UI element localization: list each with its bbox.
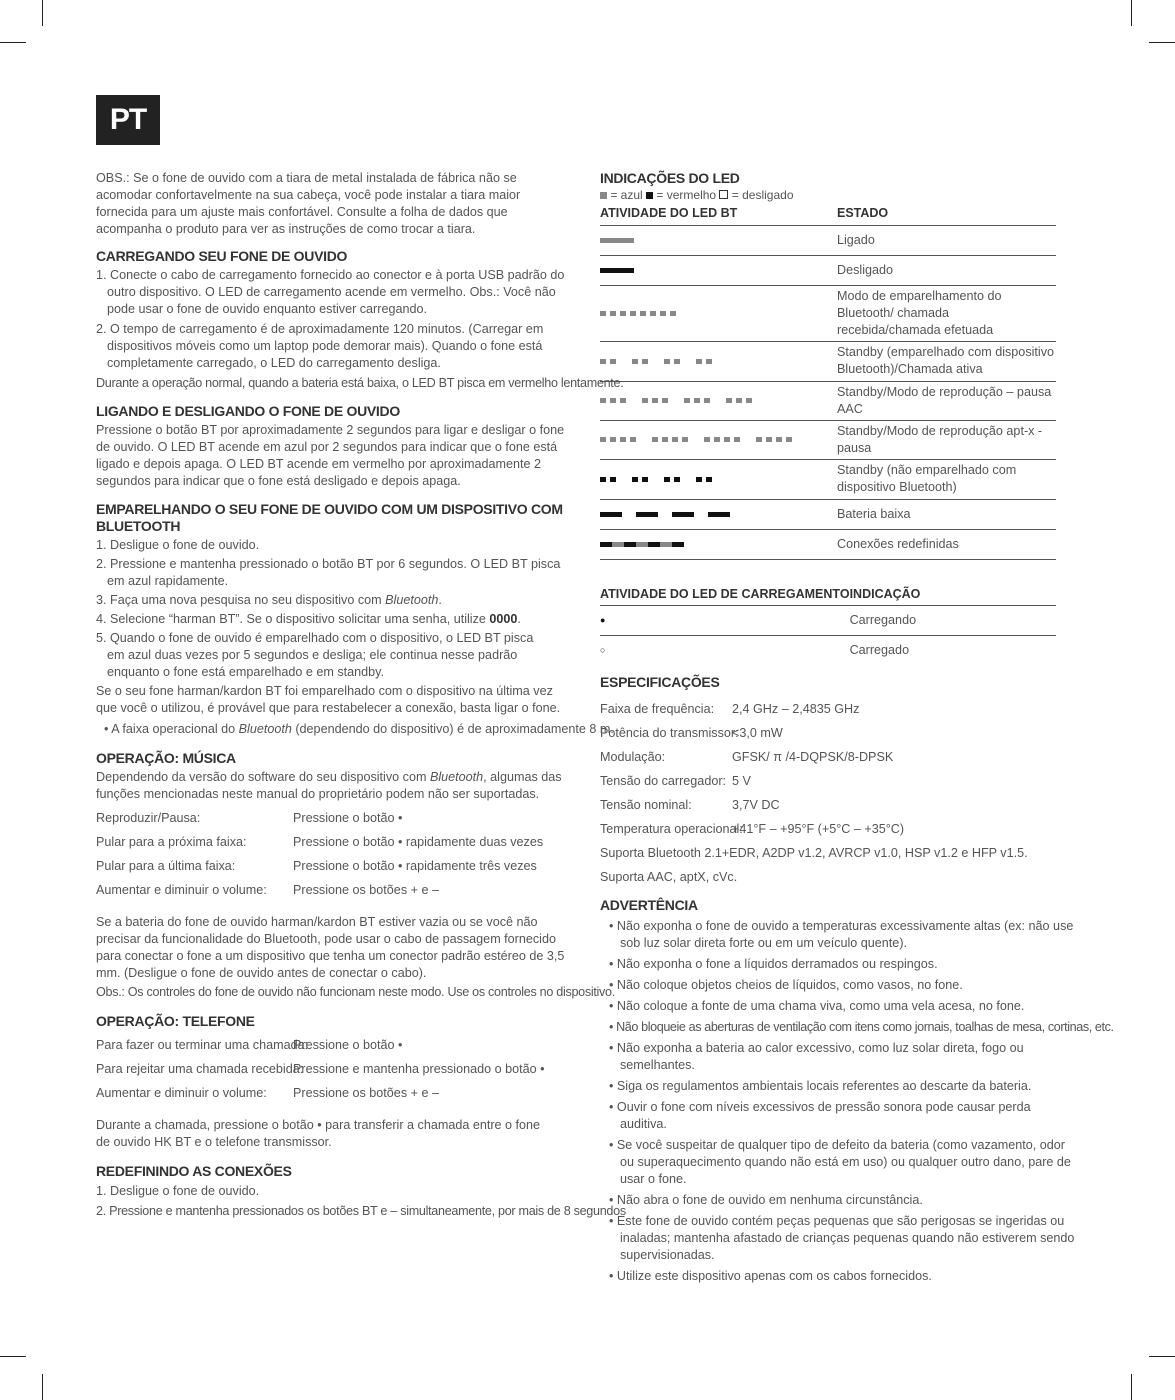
control-label: Aumentar e diminuir o volume: (96, 883, 267, 897)
control-label: Pular para a próxima faixa: (96, 835, 247, 849)
led-blink-mark (632, 477, 638, 482)
led-state: Modo de emparelhamento do Bluetooth/ chamada recebida/chamada efetuada (837, 288, 1002, 337)
led-state: Desligado (837, 262, 894, 277)
control-action: Pressione o botão • (293, 1038, 403, 1052)
led-row (600, 420, 1056, 459)
section-title-charging: CARREGANDO SEU FONE DE OUVIDO (96, 248, 348, 264)
led-row (600, 285, 1056, 341)
led-blink-mark (674, 359, 680, 364)
led-table-header (600, 203, 1056, 225)
pairing-step (96, 611, 574, 628)
spec-label: Modulação: (600, 749, 666, 764)
col-indication: INDICAÇÃO (849, 586, 921, 601)
section-title-reset: REDEFININDO AS CONEXÕES (96, 1163, 292, 1179)
led-blink-mark (612, 542, 624, 547)
charging-state: Carregado (849, 643, 910, 658)
warning-item: • Não exponha a bateria ao calor excessivo, como luz solar direta, fogo ou semelhantes. (609, 1040, 1024, 1072)
control-label: Para fazer ou terminar uma chamada: (96, 1038, 309, 1052)
led-blink-mark (642, 359, 648, 364)
crop-mark (0, 1356, 26, 1357)
led-pattern-alternating (600, 529, 837, 559)
control-action: Pressione o botão • (293, 811, 403, 825)
charging-note: Durante a operação normal, quando a bateria está baixa, o LED BT pisca em vermelho lentamente. (96, 376, 624, 390)
control-row (96, 1033, 574, 1057)
passthrough-note: Obs.: Os controles do fone de ouvido não funcionam neste modo. Use os controles no dispositivo. (96, 985, 615, 999)
crop-mark (42, 1374, 43, 1400)
led-blink-mark (670, 311, 676, 316)
spec-label: Potência do transmissor: (600, 725, 739, 740)
led-blink-mark (708, 512, 730, 517)
warning-list (600, 918, 1114, 1285)
led-blink-mark (630, 311, 636, 316)
led-blink-mark (620, 311, 626, 316)
led-blink-mark (640, 311, 646, 316)
section-title-pairing: EMPARELHANDO O SEU FONE DE OUVIDO COM UM DISPOSITIVO COM BLUETOOTH (96, 501, 563, 534)
led-row (600, 255, 1056, 285)
control-row (96, 830, 574, 854)
pairing-step3-text: 3. Faça uma nova pesquisa no seu dispositivo com (96, 593, 386, 607)
col-state: ESTADO (837, 206, 889, 221)
led-blink-mark (610, 437, 616, 442)
spec-label: Tensão do carregador: (600, 773, 727, 788)
warning-item: • Não coloque objetos cheios de líquidos, como vasos, no fone. (609, 977, 963, 992)
control-label: Aumentar e diminuir o volume: (96, 1086, 267, 1100)
led-blink-mark (610, 398, 616, 403)
led-blink-mark (600, 398, 606, 403)
legend-off: = desligado (731, 188, 794, 202)
spec-row (600, 697, 1080, 721)
led-blink-mark (662, 398, 668, 403)
led-pattern-quad-blue (600, 420, 837, 459)
warning-item: • Não exponha o fone a líquidos derramados ou respingos. (609, 956, 938, 971)
led-blink-mark (610, 477, 616, 482)
section-title-power: LIGANDO E DESLIGANDO O FONE DE OUVIDO (96, 403, 400, 419)
led-blink-mark (648, 542, 660, 547)
led-row (600, 459, 1056, 499)
passcode: 0000 (489, 612, 518, 626)
specs-list (600, 697, 1080, 889)
control-action: Pressione os botões + e – (293, 1086, 439, 1100)
led-blink-mark (600, 359, 606, 364)
crop-mark (1131, 1374, 1132, 1400)
range-text: • A faixa operacional do (104, 722, 239, 736)
control-label: Reproduzir/Pausa: (96, 811, 201, 825)
spec-row (600, 769, 1080, 793)
section-title-music: OPERAÇÃO: MÚSICA (96, 750, 236, 766)
warning-item: • Utilize este dispositivo apenas com os cabos fornecidos. (609, 1268, 932, 1283)
led-table (600, 203, 1056, 560)
blue-square-icon (600, 192, 607, 199)
spec-label: Faixa de frequência: (600, 701, 715, 716)
led-blink-mark (734, 437, 740, 442)
pairing-step: 1. Desligue o fone de ouvido. (96, 538, 260, 552)
pairing-step4-end: . (517, 612, 521, 626)
spec-row (600, 721, 1080, 745)
pairing-step: 2. Pressione e mantenha pressionado o botão BT por 6 segundos. O LED BT pisca em azul rapidamente. (96, 557, 561, 588)
pairing-step: 5. Quando o fone de ouvido é emparelhado com o dispositivo, o LED BT pisca em azul duas vezes por 5 segundos e desliga; ele continua nesse padrão enquanto o fone está emparelhado e em standby. (96, 631, 534, 679)
crop-mark (1149, 1356, 1175, 1357)
led-blink-mark (600, 238, 634, 243)
legend-red: = vermelho (656, 188, 717, 202)
music-intro-text: Dependendo da versão do software do seu dispositivo com (96, 770, 430, 784)
bluetooth-term: Bluetooth (385, 593, 439, 607)
led-pattern-double-red (600, 459, 837, 499)
bluetooth-term: Bluetooth (238, 722, 292, 736)
led-legend (600, 187, 1080, 203)
led-blink-mark (600, 311, 606, 316)
led-row (600, 381, 1056, 420)
pairing-step3-end: . (438, 593, 442, 607)
led-blink-mark (672, 542, 684, 547)
control-row (96, 878, 574, 902)
spec-support-line: Suporta Bluetooth 2.1+EDR, A2DP v1.2, AVRCP v1.0, HSP v1.2 e HFP v1.5. (600, 845, 1028, 860)
control-action: Pressione o botão • rapidamente três vezes (293, 859, 537, 873)
music-controls (96, 806, 574, 902)
led-blink-mark (610, 311, 616, 316)
spec-support-line: Suporta AAC, aptX, cVc. (600, 869, 738, 884)
col-charging-activity: ATIVIDADE DO LED DE CARREGAMENTO (600, 586, 850, 601)
led-blink-mark (674, 477, 680, 482)
led-state: Standby (emparelhado com dispositivo Bluetooth)/Chamada ativa (837, 345, 1055, 376)
led-blink-mark (756, 437, 762, 442)
led-blink-mark (642, 398, 648, 403)
led-blink-mark (696, 477, 702, 482)
control-action: Pressione os botões + e – (293, 883, 439, 897)
spec-row (600, 817, 1080, 841)
led-blink-mark (600, 512, 622, 517)
section-title-specs: ESPECIFICAÇÕES (600, 673, 720, 690)
warning-item: • Não bloqueie as aberturas de ventilação com itens como jornais, toalhas de mesa, cortinas, etc. (609, 1019, 1114, 1034)
led-blink-mark (652, 437, 658, 442)
led-blink-mark (696, 359, 702, 364)
led-blink-mark (610, 359, 616, 364)
warning-item: • Siga os regulamentos ambientais locais referentes ao descarte da bateria. (609, 1078, 1032, 1093)
left-column (96, 170, 626, 1220)
right-column (600, 170, 1114, 1289)
spec-row (600, 745, 1080, 769)
led-row (600, 225, 1056, 255)
spec-value: 3,7V DC (732, 797, 780, 812)
led-blink-mark (642, 477, 648, 482)
led-blink-mark (636, 512, 658, 517)
charging-step: 2. O tempo de carregamento é de aproximadamente 120 minutos. (Carregar em dispositivos móveis como um laptop pode demorar mais). Quando o fone está completamente carregado, o LED do carregamento desliga. (96, 322, 544, 370)
control-row (96, 854, 574, 878)
led-blink-mark (650, 311, 656, 316)
control-action: Pressione o botão • rapidamente duas vezes (293, 835, 544, 849)
passthrough-text: Se a bateria do fone de ouvido harman/kardon BT estiver vazia ou se você não precisar da funcionalidade do Bluetooth, pode usar o cabo de passagem fornecido para conectar o fone a um dispositivo que tenha um conector padrão estéreo de 3,5 mm. (Desligue o fone de ouvido antes de conectar o cabo). (96, 915, 565, 980)
led-blink-mark (682, 437, 688, 442)
led-state: Ligado (837, 232, 875, 247)
led-blink-mark (660, 311, 666, 316)
led-blink-mark (706, 477, 712, 482)
charging-state: Carregando (849, 613, 917, 627)
led-state: Standby/Modo de reprodução apt-x - pausa (837, 423, 1043, 455)
spec-value: 5 V (732, 773, 751, 788)
warning-item: • Não exponha o fone de ouvido a temperaturas excessivamente altas (ex: não use sob luz solar direta forte ou em um veículo quente). (609, 918, 1074, 950)
pairing-step4-text: 4. Selecione “harman BT”. Se o dispositivo solicitar uma senha, utilize (96, 612, 490, 626)
charging-symbol: ● (600, 615, 606, 625)
led-blink-mark (704, 398, 710, 403)
led-blink-mark (684, 398, 690, 403)
led-blink-mark (630, 437, 636, 442)
led-blink-mark (620, 437, 626, 442)
led-blink-mark (736, 398, 742, 403)
control-row (96, 1057, 574, 1081)
spec-value: <3,0 mW (732, 725, 783, 740)
led-state: Standby (não emparelhado com dispositivo Bluetooth) (837, 463, 1017, 494)
charging-step: 1. Conecte o cabo de carregamento fornecido ao conector e à porta USB padrão do outro dispositivo. O LED de carregamento acende em vermelho. Obs.: Você não pode usar o fone de ouvido enquanto estiver carregando. (96, 268, 565, 316)
charging-symbol: ○ (600, 645, 606, 656)
section-title-phone: OPERAÇÃO: TELEFONE (96, 1013, 255, 1029)
led-blink-mark (664, 477, 670, 482)
led-blink-mark (632, 359, 638, 364)
led-blink-mark (726, 398, 732, 403)
pairing-note: Se o seu fone harman/kardon BT foi emparelhado com o dispositivo na última vez que você o utilizou, é provável que para restabelecer a conexão, basta ligar o fone. (96, 684, 561, 715)
led-row (600, 529, 1056, 559)
led-pattern-triple-blue (600, 381, 837, 420)
reset-step: 1. Desligue o fone de ouvido. (96, 1184, 260, 1198)
section-title-warning: ADVERTÊNCIA (600, 896, 698, 913)
crop-mark (1149, 42, 1175, 43)
led-blink-mark (706, 359, 712, 364)
charging-led-table (600, 584, 1056, 666)
section-title-led: INDICAÇÕES DO LED (600, 170, 740, 186)
led-blink-mark (664, 359, 670, 364)
control-row (96, 806, 574, 830)
warning-item: • Este fone de ouvido contém peças pequenas que são perigosas se ingeridas ou inaladas; mantenha afastado de crianças pequenas quando não estiverem sendo supervisionadas. (609, 1213, 1075, 1262)
warning-item: • Não abra o fone de ouvido em nenhuma circunstância. (609, 1192, 923, 1207)
led-blink-mark (694, 398, 700, 403)
language-badge: PT (96, 95, 160, 145)
pairing-range-bullet (96, 721, 614, 738)
control-label: Pular para a última faixa: (96, 859, 236, 873)
off-square-icon (719, 190, 728, 199)
spec-row (600, 793, 1080, 817)
led-state: Standby/Modo de reprodução – pausa AAC (837, 384, 1052, 416)
led-blink-mark (636, 542, 648, 547)
led-table-body (600, 225, 1056, 559)
col-activity: ATIVIDADE DO LED BT (600, 206, 738, 221)
power-text: Pressione o botão BT por aproximadamente 2 segundos para ligar e desligar o fone de ouvido. O LED BT acende em azul por 2 segundos para indicar que o fone está ligado e depois apaga. O LED BT acende em vermelho por aproximadamente 2 segundos para indicar que o fone está desligado e depois apaga. (96, 423, 565, 488)
led-pattern-solid-blue (600, 225, 837, 255)
warning-item: • Se você suspeitar de qualquer tipo de defeito da bateria (como vazamento, odor ou superaquecimento quando não está em uso) ou qualquer outro dano, pare de usar o fone. (609, 1137, 1071, 1186)
led-blink-mark (600, 542, 612, 547)
crop-mark (0, 42, 26, 43)
led-blink-mark (704, 437, 710, 442)
charging-led-header (600, 584, 1056, 606)
led-pattern-slow-red (600, 499, 837, 529)
led-blink-mark (776, 437, 782, 442)
led-blink-mark (766, 437, 772, 442)
led-pattern-double-blue (600, 341, 837, 381)
led-pattern-rapid-blue (600, 285, 837, 341)
led-blink-mark (600, 268, 634, 273)
spec-label: Tensão nominal: (600, 797, 692, 812)
spec-value: 2,4 GHz – 2,4835 GHz (732, 701, 860, 716)
control-row (96, 1081, 574, 1105)
warning-item: • Não coloque a fonte de uma chama viva, como uma vela acesa, no fone. (609, 998, 1025, 1013)
music-intro (96, 769, 574, 803)
bluetooth-term: Bluetooth (429, 770, 484, 784)
led-pattern-solid-red (600, 255, 837, 285)
pairing-step (96, 592, 574, 609)
led-blink-mark (746, 398, 752, 403)
spec-value: GFSK/ π /4-DQPSK/8-DPSK (732, 749, 894, 764)
led-row (600, 341, 1056, 381)
music-intro-end: , algumas das funções mencionadas neste manual do proprietário podem não ser suportadas. (96, 770, 562, 801)
led-state: Bateria baixa (837, 506, 911, 521)
led-blink-mark (660, 542, 672, 547)
phone-transfer-text: Durante a chamada, pressione o botão • para transferir a chamada entre o fone de ouvido HK BT e o telefone transmissor. (96, 1118, 541, 1149)
led-blink-mark (624, 542, 636, 547)
led-blink-mark (600, 477, 606, 482)
red-square-icon (646, 192, 653, 199)
led-row (600, 499, 1056, 529)
control-label: Para rejeitar uma chamada recebida: (96, 1062, 304, 1076)
control-action: Pressione e mantenha pressionado o botão • (293, 1062, 545, 1076)
charging-led-row (600, 636, 1056, 666)
range-text-end: (dependendo do dispositivo) é de aproximadamente 8 m. (291, 722, 614, 736)
led-blink-mark (786, 437, 792, 442)
led-state: Conexões redefinidas (837, 536, 959, 551)
led-blink-mark (714, 437, 720, 442)
led-blink-mark (600, 437, 606, 442)
phone-controls (96, 1033, 574, 1105)
crop-mark (1131, 0, 1132, 26)
legend-blue: = azul (610, 188, 643, 202)
spec-value: +41°F – +95°F (+5°C – +35°C) (732, 821, 905, 836)
intro-note: OBS.: Se o fone de ouvido com a tiara de metal instalada de fábrica não se acomodar confortavelmente na sua cabeça, você pode instalar a tiara maior fornecida para um ajuste mais confortável. Consulte a folha de dados que acompanha o produto para ver as instruções de como trocar a tiara. (96, 171, 521, 236)
spec-label: Temperatura operacional: (600, 821, 743, 836)
led-blink-mark (652, 398, 658, 403)
charging-led-row (600, 606, 1056, 636)
warning-item: • Ouvir o fone com níveis excessivos de pressão sonora pode causar perda auditiva. (609, 1099, 1031, 1131)
led-blink-mark (662, 437, 668, 442)
led-blink-mark (724, 437, 730, 442)
reset-step: 2. Pressione e mantenha pressionados os botões BT e – simultaneamente, por mais de 8 segundos (96, 1204, 626, 1218)
crop-mark (42, 0, 43, 26)
led-blink-mark (620, 398, 626, 403)
led-blink-mark (672, 512, 694, 517)
led-blink-mark (672, 437, 678, 442)
